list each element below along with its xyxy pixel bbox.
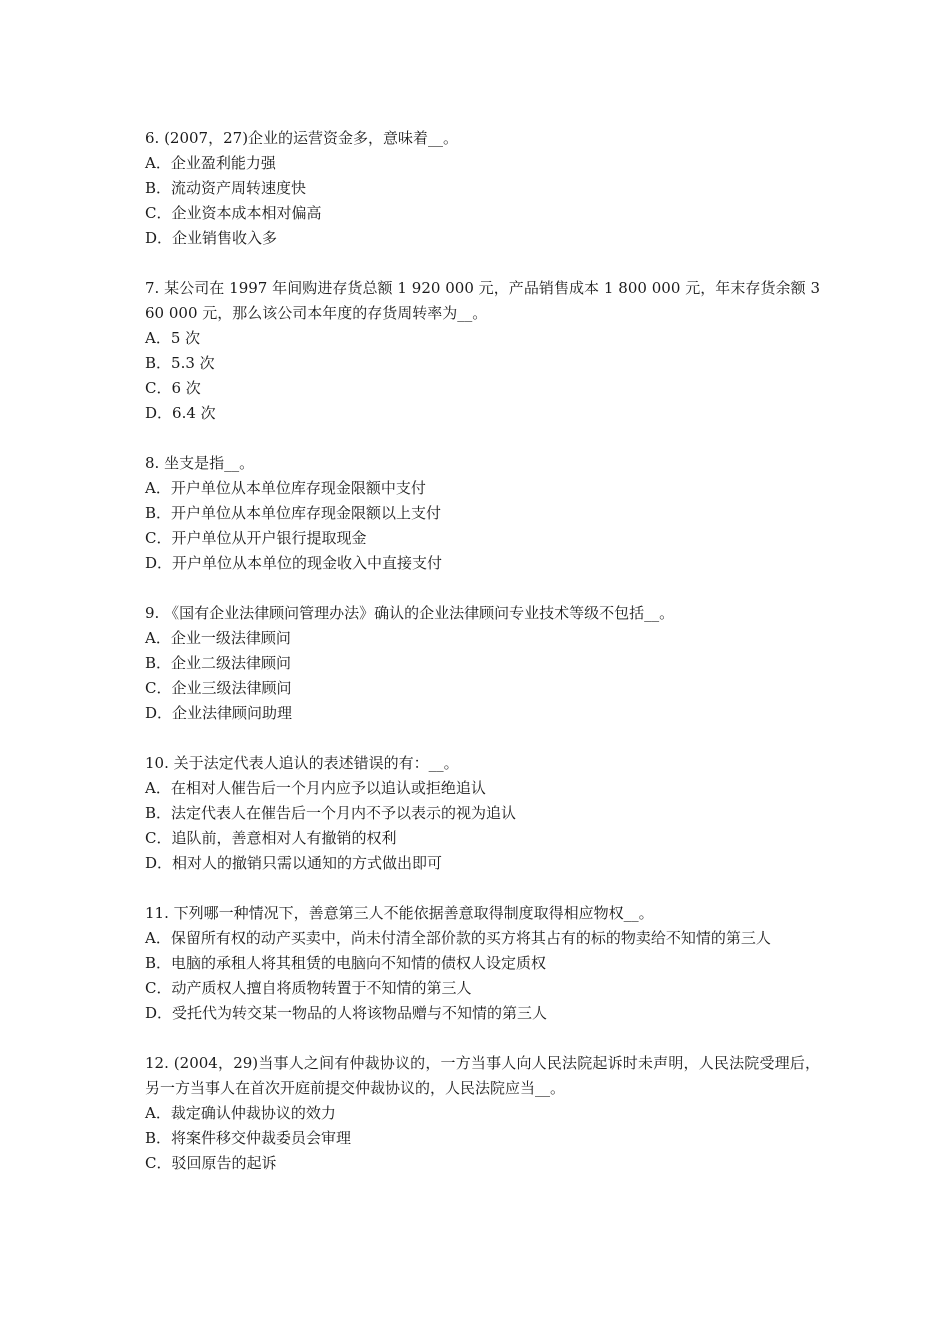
option-b: B．流动资产周转速度快 — [145, 179, 307, 197]
option-a: A．企业盈利能力强 — [145, 154, 276, 172]
option-a: A．企业一级法律顾问 — [145, 629, 291, 647]
option-b: B．5.3 次 — [145, 354, 215, 372]
option-c: C．动产质权人擅自将质物转置于不知情的第三人 — [145, 979, 472, 997]
option-d: D．相对人的撤销只需以通知的方式做出即可 — [145, 854, 443, 872]
question-11 — [145, 901, 820, 1026]
question-stem: 7. 某公司在 1997 年间购进存货总额 1 920 000 元，产品销售成本 1 800 000 元，年末存货余额 360 000 元，那么该公司本年度的存货周转率为__。 — [145, 279, 820, 322]
option-d: D．6.4 次 — [145, 404, 216, 422]
question-stem: 10. 关于法定代表人追认的表述错误的有：__。 — [145, 754, 459, 772]
option-d: D．开户单位从本单位的现金收入中直接支付 — [145, 554, 443, 572]
option-d: D．企业销售收入多 — [145, 229, 278, 247]
option-d: D．受托代为转交某一物品的人将该物品赠与不知情的第三人 — [145, 1004, 548, 1022]
option-b: B．开户单位从本单位库存现金限额以上支付 — [145, 504, 442, 522]
option-a: A．裁定确认仲裁协议的效力 — [145, 1104, 336, 1122]
option-b: B．将案件移交仲裁委员会审理 — [145, 1129, 352, 1147]
option-c: C．企业三级法律顾问 — [145, 679, 292, 697]
option-b: B．法定代表人在催告后一个月内不予以表示的视为追认 — [145, 804, 517, 822]
option-a: A．保留所有权的动产买卖中，尚未付清全部价款的买方将其占有的标的物卖给不知情的第三人 — [145, 929, 771, 947]
option-a: A．在相对人催告后一个月内应予以追认或拒绝追认 — [145, 779, 486, 797]
option-c: C．6 次 — [145, 379, 201, 397]
option-c: C．驳回原告的起诉 — [145, 1154, 277, 1172]
option-c: C．企业资本成本相对偏高 — [145, 204, 322, 222]
question-stem: 6. (2007，27)企业的运营资金多，意味着__。 — [145, 129, 459, 147]
question-stem: 9. 《国有企业法律顾问管理办法》确认的企业法律顾问专业技术等级不包括__。 — [145, 604, 675, 622]
option-a: A．5 次 — [145, 329, 201, 347]
question-6 — [145, 126, 820, 251]
option-d: D．企业法律顾问助理 — [145, 704, 293, 722]
question-stem: 12. (2004，29)当事人之间有仲裁协议的，一方当事人向人民法院起诉时未声明，人民法院受理后，另一方当事人在首次开庭前提交仲裁协议的，人民法院应当__。 — [145, 1054, 820, 1097]
option-c: C．追队前，善意相对人有撤销的权利 — [145, 829, 397, 847]
question-9 — [145, 601, 820, 726]
question-list — [145, 126, 820, 1201]
option-a: A．开户单位从本单位库存现金限额中支付 — [145, 479, 426, 497]
question-stem: 11. 下列哪一种情况下，善意第三人不能依据善意取得制度取得相应物权__。 — [145, 904, 654, 922]
option-b: B．企业二级法律顾问 — [145, 654, 292, 672]
question-8 — [145, 451, 820, 576]
option-c: C．开户单位从开户银行提取现金 — [145, 529, 367, 547]
option-b: B．电脑的承租人将其租赁的电脑向不知情的债权人设定质权 — [145, 954, 547, 972]
question-7 — [145, 276, 820, 426]
question-stem: 8. 坐支是指__。 — [145, 454, 255, 472]
question-10 — [145, 751, 820, 876]
question-12 — [145, 1051, 820, 1176]
